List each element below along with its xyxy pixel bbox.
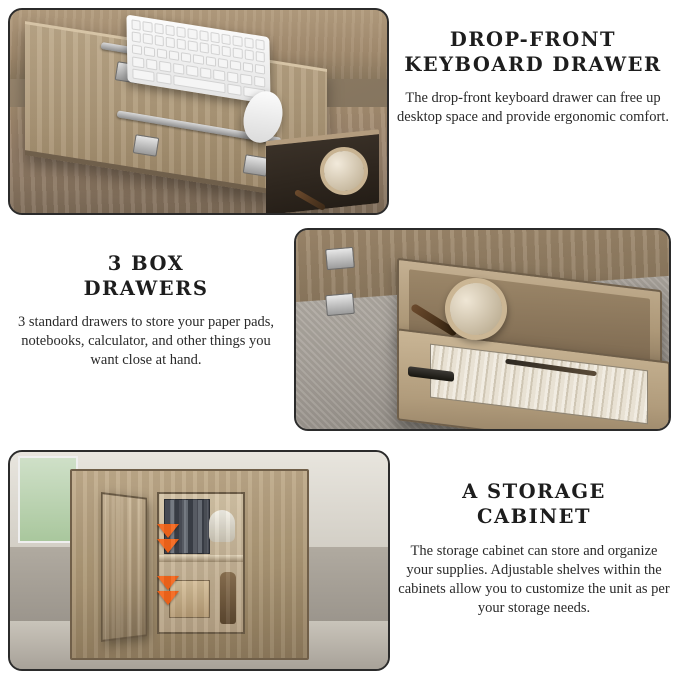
photo-storage-cabinet (8, 450, 390, 671)
arrow-down-icon (157, 539, 179, 553)
photo-keyboard-drawer (8, 8, 389, 215)
drawer-hinge-icon (325, 247, 355, 270)
angel-figurine (209, 510, 235, 542)
caption-title-line: A STORAGE (462, 480, 606, 503)
caption-title-line: DROP-FRONT (449, 28, 617, 51)
storage-box (169, 580, 210, 618)
adjustable-shelf (159, 555, 243, 562)
caption-body: The drop-front keyboard drawer can free up desktop space and provide ergonomic comfort. (397, 89, 669, 126)
arrow-down-icon (157, 576, 179, 590)
caption-title-line: KEYBOARD DRAWER (404, 52, 662, 76)
caption-title-line: DRAWERS (83, 276, 209, 300)
caption-title (396, 480, 672, 530)
decor-vase (220, 572, 236, 624)
cabinet-body (70, 469, 308, 660)
tray-hinge-icon (133, 134, 160, 157)
caption-body: 3 standard drawers to store your paper pads, notebooks, calculator, and other things you want close at hand. (17, 313, 275, 369)
photo-box-drawers (294, 228, 671, 431)
arrow-down-icon (157, 524, 179, 538)
caption-title-line: 3 BOX (107, 252, 185, 275)
caption-storage-cabinet (396, 480, 672, 618)
books-stack (164, 499, 210, 553)
window (18, 456, 79, 542)
cabinet-door (101, 492, 147, 642)
caption-title (394, 28, 672, 78)
cabinet-interior (157, 492, 245, 634)
caption-title (10, 252, 282, 302)
caption-box-drawers (10, 252, 282, 370)
arrow-down-icon (157, 591, 179, 605)
caption-keyboard-drawer (394, 28, 672, 127)
caption-body: The storage cabinet can store and organize your supplies. Adjustable shelves within the cabinets allow you to customize the unit as per your storage needs. (398, 542, 670, 617)
caption-title-line: CABINET (477, 504, 591, 528)
drawer-hinge-icon (325, 292, 355, 315)
